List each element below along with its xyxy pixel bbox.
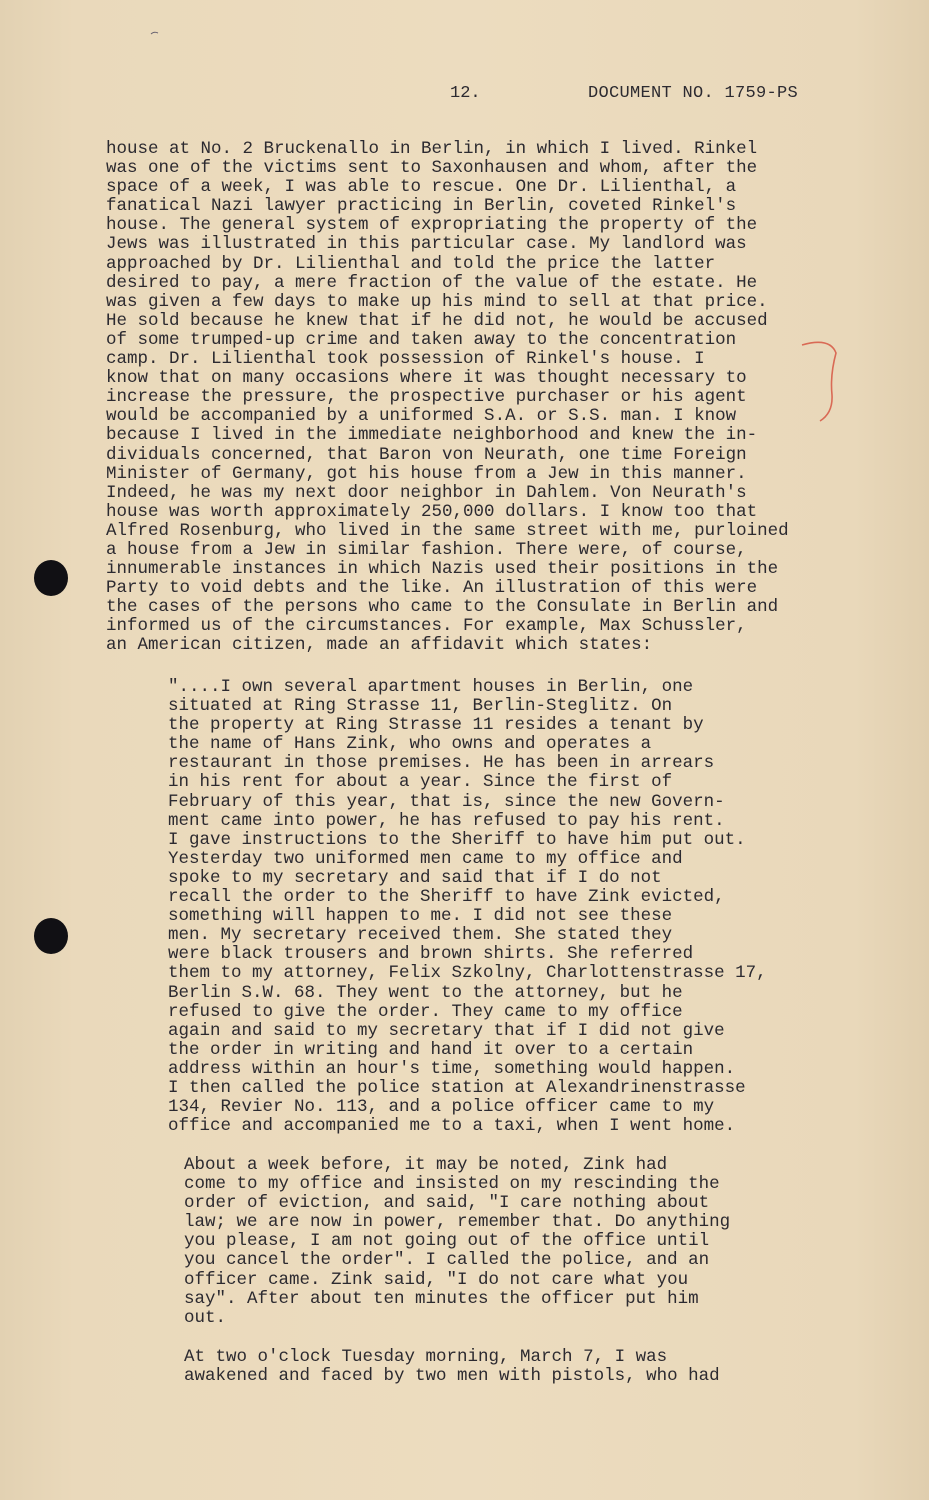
text-line: out. [184,1307,227,1328]
text-line: a house from a Jew in similar fashion. There were, of course, [106,539,747,560]
quote-paragraph-3 [184,1348,844,1386]
text-line: ment came into power, he has refused to pay his rent. [168,810,725,831]
text-line: officer came. Zink said, "I do not care what you [184,1269,689,1290]
text-line: space of a week, I was able to rescue. One Dr. Lilienthal, a [106,177,737,198]
text-line: desired to pay, a mere fraction of the value of the estate. He [106,272,758,293]
text-line: Indeed, he was my next door neighbor in Dahlem. Von Neurath's [106,482,747,503]
text-line: law; we are now in power, remember that. Do anything [184,1212,731,1233]
text-line: the cases of the persons who came to the Consulate in Berlin and [106,597,779,618]
text-line: order of eviction, and said, "I care nothing about [184,1193,710,1214]
text-line: because I lived in the immediate neighborhood and knew the in- [106,425,758,446]
text-line: of some trumped-up crime and taken away to the concentration [106,329,737,350]
text-line: something will happen to me. I did not see these [168,906,673,927]
text-line: house at No. 2 Bruckenallo in Berlin, in which I lived. Rinkel [106,139,758,159]
text-line: the order in writing and hand it over to a certain [168,1039,694,1060]
text-line: spoke to my secretary and said that if I do not [168,867,662,888]
text-line: was given a few days to make up his mind to sell at that price. [106,291,768,312]
text-line: recall the order to the Sheriff to have Zink evicted, [168,887,725,908]
page-number: 12. [450,84,481,103]
text-line: innumerable instances in which Nazis used their positions in the [106,559,779,580]
quote-paragraph-2 [184,1156,844,1328]
text-line: approached by Dr. Lilienthal and told the price the latter [106,253,716,274]
document-number: DOCUMENT NO. 1759-PS [588,84,799,103]
text-line: situated at Ring Strasse 11, Berlin-Steglitz. On [168,696,673,717]
text-line: increase the pressure, the prospective purchaser or his agent [106,387,747,408]
punch-hole [34,918,68,954]
affidavit-quote [168,678,828,1136]
text-line: Jews was illustrated in this particular case. My landlord was [106,234,747,255]
text-line: Party to void debts and the like. An illustration of this were [106,578,758,599]
text-line: At two o'clock Tuesday morning, March 7, I was [184,1347,668,1367]
text-line: About a week before, it may be noted, Zink had [184,1155,668,1175]
text-line: Yesterday two uniformed men came to my office and [168,848,683,869]
text-line: Alfred Rosenburg, who lived in the same street with me, purloined [106,520,789,541]
text-line: was one of the victims sent to Saxonhausen and whom, after the [106,158,758,179]
text-line: fanatical Nazi lawyer practicing in Berlin, coveted Rinkel's [106,196,737,217]
text-line: them to my attorney, Felix Szkolny, Charlottenstrasse 17, [168,963,767,984]
text-line: address within an hour's time, something would happen. [168,1058,736,1079]
text-line: were black trousers and brown shirts. She referred [168,944,694,965]
text-line: awakened and faced by two men with pistols, who had [184,1366,720,1387]
text-line: refused to give the order. They came to my office [168,1001,683,1022]
text-line: house was worth approximately 250,000 dollars. I know too that [106,501,758,522]
text-line: come to my office and insisted on my rescinding the [184,1174,720,1195]
punch-hole [34,560,68,596]
text-line: you cancel the order". I called the police, and an [184,1250,710,1271]
text-line: I gave instructions to the Sheriff to have him put out. [168,829,746,850]
text-line: the property at Ring Strasse 11 resides a tenant by [168,715,704,736]
main-paragraph [106,140,866,656]
text-line: "....I own several apartment houses in Berlin, one [168,677,694,697]
text-line: the name of Hans Zink, who owns and operates a [168,734,652,755]
text-line: Berlin S.W. 68. They went to the attorney, but he [168,982,683,1003]
text-line: again and said to my secretary that if I did not give [168,1020,725,1041]
text-line: office and accompanied me to a taxi, when I went home. [168,1116,736,1137]
text-line: 134, Revier No. 113, and a police officer came to my [168,1097,715,1118]
page-header [0,84,929,108]
text-line: camp. Dr. Lilienthal took possession of Rinkel's house. I [106,349,705,370]
text-line: restaurant in those premises. He has been in arrears [168,753,715,774]
text-line: February of this year, that is, since the new Govern- [168,791,725,812]
text-line: men. My secretary received them. She stated they [168,925,673,946]
text-line: know that on many occasions where it was thought necessary to [106,368,747,389]
text-line: you please, I am not going out of the office until [184,1231,710,1252]
paper-speck [150,30,160,36]
text-line: Minister of Germany, got his house from a Jew in this manner. [106,463,747,484]
text-line: He sold because he knew that if he did not, he would be accused [106,310,768,331]
text-line: would be accompanied by a uniformed S.A. or S.S. man. I know [106,406,737,427]
text-line: dividuals concerned, that Baron von Neurath, one time Foreign [106,444,747,465]
pencil-margin-mark [800,335,840,425]
text-line: house. The general system of expropriating the property of the [106,215,758,236]
text-line: I then called the police station at Alexandrinenstrasse [168,1077,746,1098]
text-line: in his rent for about a year. Since the first of [168,772,673,793]
text-line: an American citizen, made an affidavit which states: [106,635,653,656]
text-line: informed us of the circumstances. For example, Max Schussler, [106,616,747,637]
text-line: say". After about ten minutes the officer put him [184,1288,699,1309]
